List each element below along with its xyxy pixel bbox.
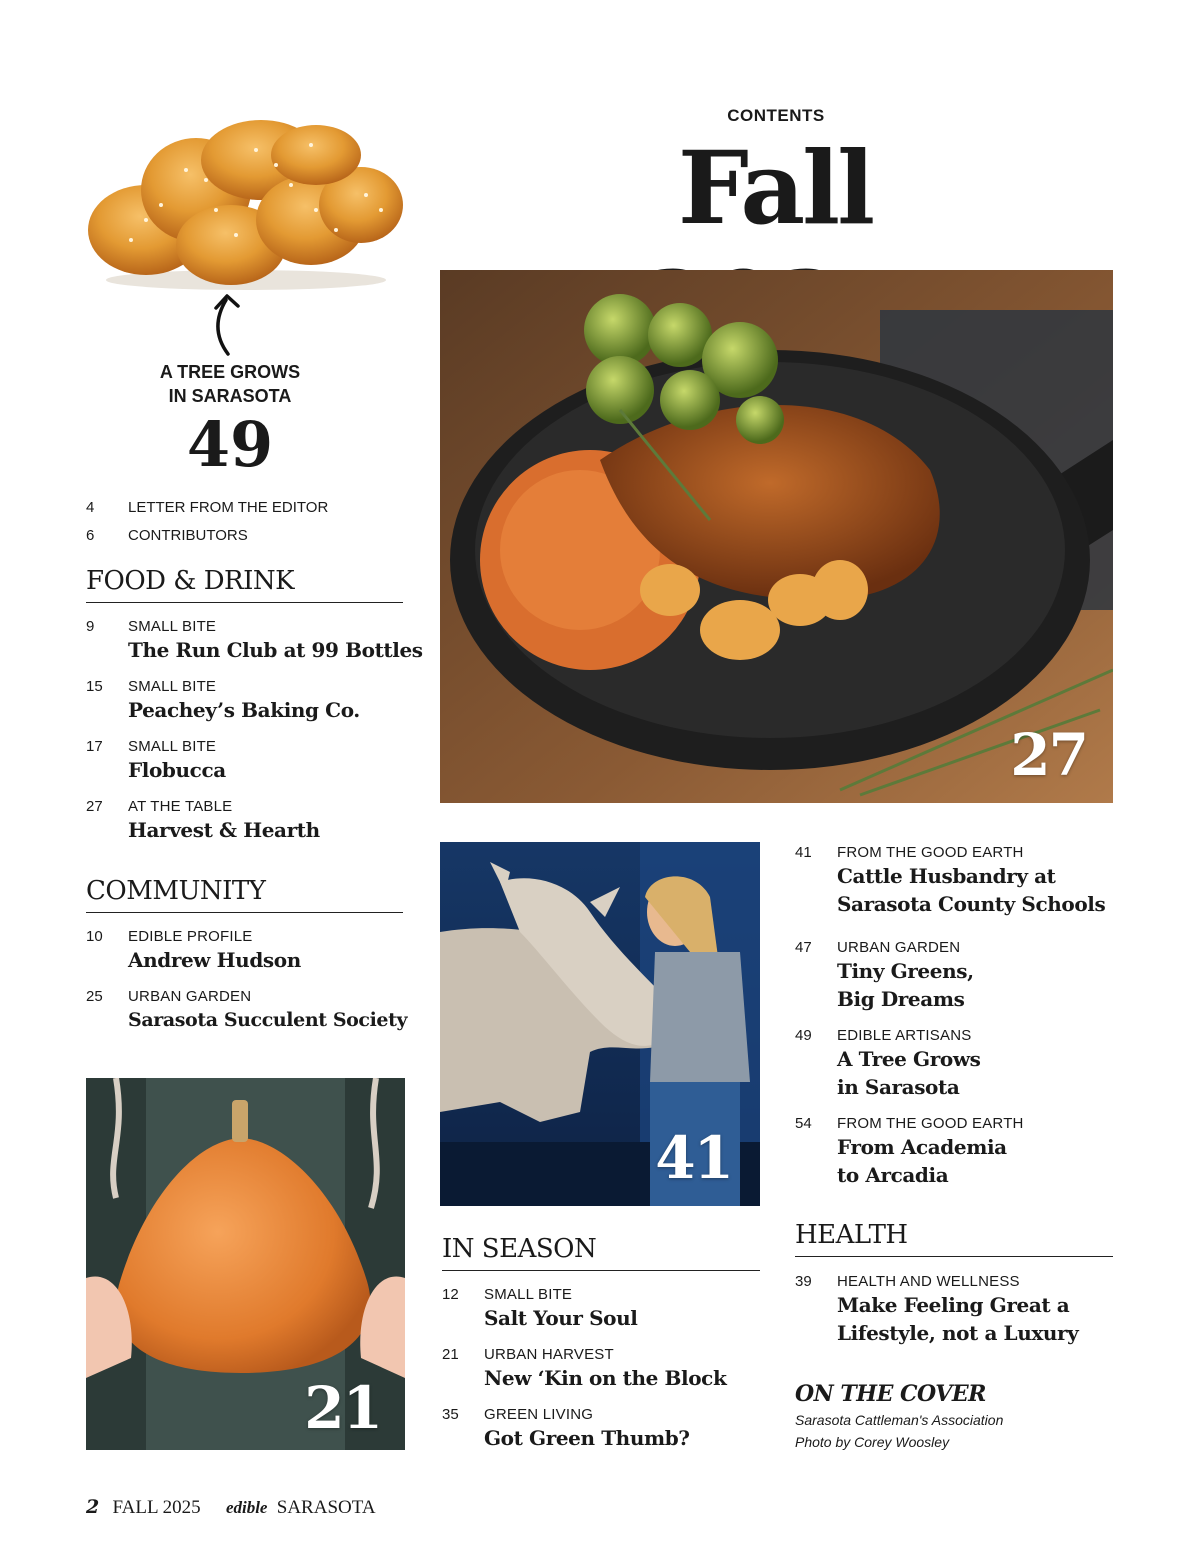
entry-title-line2: Big Dreams [837,987,965,1011]
entry-kicker: SMALL BITE [128,738,217,755]
page-number: 41 [795,844,812,861]
toc-entry[interactable] [795,1113,1115,1195]
entry-title-line2: in Sarasota [837,1075,960,1099]
teaser-title-line2: IN SARASOTA [168,386,292,406]
item-label: LETTER FROM THE EDITOR [128,499,329,516]
page-number: 6 [86,527,95,544]
on-the-cover-heading: ON THE COVER [795,1381,986,1407]
page-number: 17 [86,738,103,755]
toc-entry[interactable] [795,1025,1115,1107]
entry-kicker: EDIBLE ARTISANS [837,1027,972,1044]
entry-title-line1: Tiny Greens, [837,959,974,983]
entry-title: Flobucca [128,758,226,782]
item-label: CONTRIBUTORS [128,527,248,544]
toc-entry[interactable] [442,1284,762,1338]
up-arrow-icon [206,290,246,356]
entry-kicker: SMALL BITE [128,678,217,695]
teaser-title-line1: A TREE GROWS [159,362,301,382]
entry-title: Sarasota Succulent Society [128,1009,408,1031]
entry-title: Andrew Hudson [128,948,301,972]
page-number: 21 [442,1346,459,1363]
entry-title-line1: Cattle Husbandry at [837,864,1056,888]
page-number: 27 [86,798,103,815]
entry-title: Peachey’s Baking Co. [128,698,360,722]
entry-title-line1: A Tree Grows [837,1047,981,1071]
challah-bread-image [86,110,408,292]
pumpkin-photo[interactable] [86,1078,405,1450]
photo-page-number: 27 [1010,721,1087,789]
page-number: 15 [86,678,103,695]
entry-title-line1: Make Feeling Great a [837,1293,1070,1317]
entry-kicker: GREEN LIVING [484,1406,594,1423]
entry-title-line2: to Arcadia [837,1163,949,1187]
page-number: 12 [442,1286,459,1303]
cover-credit-line1: Sarasota Cattleman's Association [795,1412,1004,1428]
list-item[interactable] [86,498,406,520]
photo-page-number: 41 [655,1124,732,1192]
issue-title: Fall [677,129,873,247]
toc-entry[interactable] [86,796,406,850]
list-item[interactable] [86,526,406,548]
entry-kicker: FROM THE GOOD EARTH [837,1115,1024,1132]
page-number: 4 [86,499,95,516]
toc-entry[interactable] [442,1404,762,1458]
toc-entry[interactable] [86,676,406,730]
entry-kicker: FROM THE GOOD EARTH [837,844,1024,861]
page-number: 49 [795,1027,812,1044]
toc-entry[interactable] [795,937,1115,1019]
entry-kicker: EDIBLE PROFILE [128,928,253,945]
page-number: 47 [795,939,812,956]
toc-entry[interactable] [86,736,406,790]
footer-brand-italic: edible [225,1498,268,1517]
cattle-photo[interactable] [440,842,760,1206]
cover-credit-line2: Photo by Corey Woosley [795,1434,950,1450]
entry-title: Got Green Thumb? [484,1426,690,1450]
section-heading-health: HEALTH [795,1220,1113,1257]
toc-entry[interactable] [795,1271,1115,1353]
section-heading-community: COMMUNITY [86,876,403,913]
entry-title: New ‘Kin on the Block [484,1366,727,1390]
entry-title: Salt Your Soul [484,1306,638,1330]
footer-issue: FALL 2025 [112,1497,201,1518]
page-number: 9 [86,618,95,635]
page-number: 10 [86,928,103,945]
entry-kicker: AT THE TABLE [128,798,233,815]
toc-entry[interactable] [86,616,423,670]
teaser-title [130,360,330,408]
entry-kicker: HEALTH AND WELLNESS [837,1273,1020,1290]
footer-brand-name: SARASOTA [276,1497,376,1518]
entry-title: Harvest & Hearth [128,818,320,842]
entry-kicker: SMALL BITE [128,618,217,635]
toc-entry[interactable] [442,1344,762,1398]
page-number: 35 [442,1406,459,1423]
entry-title: The Run Club at 99 Bottles [128,638,423,662]
teaser-page-number[interactable]: 49 [186,408,274,481]
toc-entry[interactable] [86,986,406,1040]
skillet-photo[interactable] [440,270,1113,803]
page-number: 39 [795,1273,812,1290]
entry-kicker: SMALL BITE [484,1286,573,1303]
page-number: 25 [86,988,103,1005]
entry-kicker: URBAN HARVEST [484,1346,614,1363]
toc-entry[interactable] [795,842,1115,924]
entry-kicker: URBAN GARDEN [837,939,961,956]
entry-title-line2: Sarasota County Schools [837,892,1106,916]
toc-entry[interactable] [86,926,406,980]
photo-page-number: 21 [304,1374,381,1442]
entry-title-line2: Lifestyle, not a Luxury [837,1321,1079,1345]
section-heading-in-season: IN SEASON [442,1234,760,1271]
entry-title-line1: From Academia [837,1135,1007,1159]
contents-label: CONTENTS [727,106,825,125]
footer-page-number: 2 [86,1496,100,1518]
page-number: 54 [795,1115,812,1132]
page-footer [86,1496,376,1519]
section-heading-food-drink: FOOD & DRINK [86,566,403,603]
entry-kicker: URBAN GARDEN [128,988,252,1005]
